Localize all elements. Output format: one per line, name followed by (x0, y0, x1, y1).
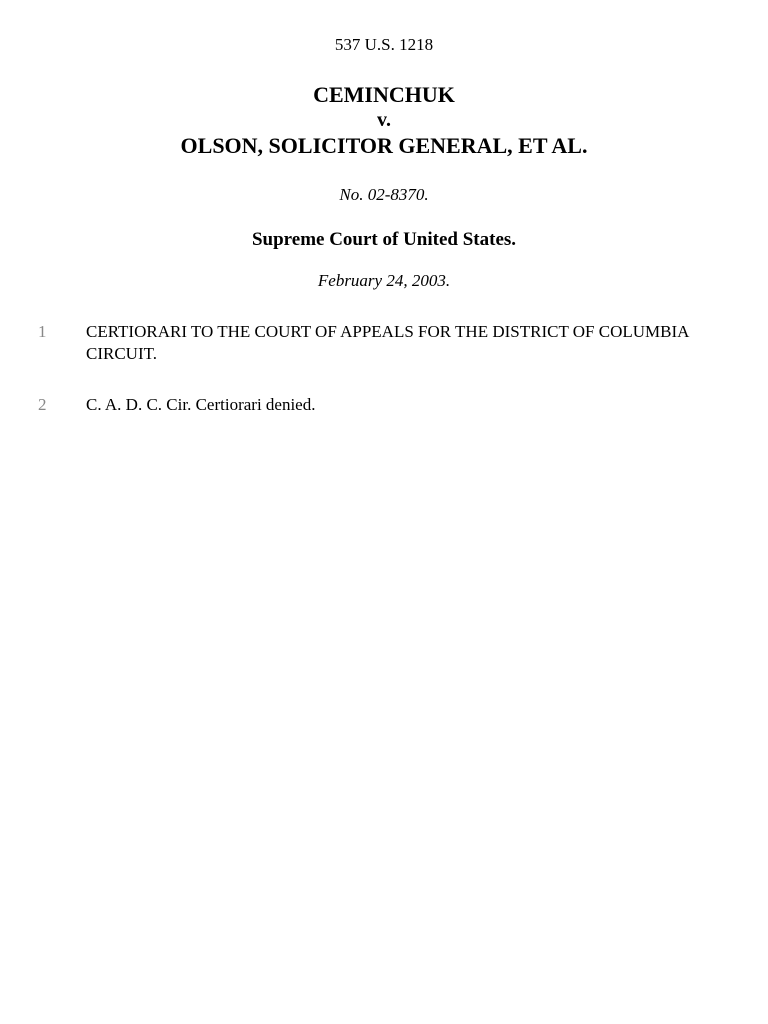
case-title (0, 81, 768, 159)
case-citation: 537 U.S. 1218 (334, 35, 434, 54)
decision-date: February 24, 2003. (317, 271, 451, 290)
court-name: Supreme Court of United States. (251, 229, 517, 250)
docket-number: No. 02-8370. (339, 185, 429, 204)
paragraph-number: 2 (38, 395, 47, 414)
paragraph-text: C. A. D. C. Cir. Certiorari denied. (86, 395, 316, 414)
versus-label: v. (377, 109, 391, 131)
petitioner-name: CEMINCHUK (313, 82, 455, 107)
paragraph-number: 1 (38, 322, 47, 341)
paragraph-text: CERTIORARI TO THE COURT OF APPEALS FOR THE DISTRICT OF COLUMBIA CIRCUIT. (86, 322, 689, 363)
respondent-name: OLSON, SOLICITOR GENERAL, ET AL. (180, 133, 588, 158)
